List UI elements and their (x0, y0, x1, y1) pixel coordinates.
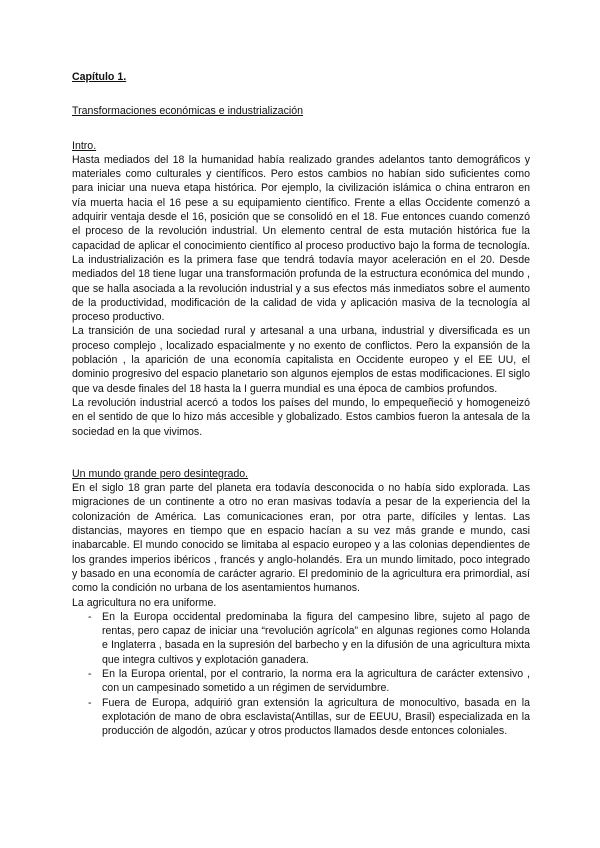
section-subtitle: Transformaciones económicas e industrialización (72, 105, 304, 118)
section-spacer (72, 439, 530, 467)
bullet-dash: - (88, 610, 92, 623)
bullet-dash: - (88, 696, 92, 709)
agriculture-list (72, 610, 530, 739)
bullet-dash: - (88, 667, 92, 680)
list-item-text: En la Europa oriental, por el contrario, la norma era la agricultura de carácter extensivo , con un campesinado sometido a un régimen de servidumbre. (102, 667, 530, 695)
intro-paragraph-2: La transición de una sociedad rural y artesanal a una urbana, industrial y diversificada es un proceso complejo , localizado espacialmente y no exento de conflictos. Pero la expansión de la población , la aparición de una economía capitalista en Occidente europeo y el EE UU, el dominio progresivo del espacio planetario son algunos ejemplos de estas modificaciones. El siglo que va desde finales del 18 hasta la I guerra mundial es una época de cambios profundos. (72, 325, 530, 395)
list-item (72, 667, 530, 696)
list-item-text: En la Europa occidental predominaba la figura del campesino libre, sujeto al pago de rentas, pero capaz de iniciar una “revolución agrícola” en algunas regiones como Holanda e Inglaterra , basada en la supresión del barbecho y en la difusión de una agricultura mixta que integra cultivos y explotación ganadera. (102, 610, 530, 666)
document-page (72, 70, 530, 738)
list-item (72, 696, 530, 739)
chapter-title: Capítulo 1. (72, 71, 127, 83)
list-item-text: Fuera de Europa, adquirió gran extensión la agricultura de monocultivo, basada en la explotación de mano de obra esclavista(Antillas, sur de EEUU, Brasil) especializada en la producción de algodón, azúcar y otros productos llamados desde entonces coloniales. (102, 696, 530, 738)
world-heading: Un mundo grande pero desintegrado. (72, 467, 249, 480)
intro-paragraph-1: Hasta mediados del 18 la humanidad había realizado grandes adelantos tanto demográficos y materiales como culturales y científicos. Pero estos cambios no habían sido suficientes como para iniciar una nueva etapa histórica. Por ejemplo, la civilización islámica o china entraron en vía muerta hacia el 16 pese a su equipamiento científico. Frente a ellas Occidente comenzó a adquirir ventaja desde el 16, posición que se consolidó en el 18. Fue entonces cuando comenzó el proceso de la revolución industrial. Un elemento central de esta mutación histórica fue la capacidad de aplicar el conocimiento científico al proceso productivo bajo la forma de tecnología. La industrialización es la primera fase que tendrá todavía mayor aceleración en el 20. Desde mediados del 18 tiene lugar una transformación profunda de la estructura económica del mundo , que se halla asociada a la revolución industrial y a sus efectos más inmediatos sobre el aumento de la productividad, modificación de la calidad de vida y aplicación masiva de la tecnología al proceso productivo. (72, 153, 530, 324)
world-paragraph-1: En el siglo 18 gran parte del planeta era todavía desconocida o no había sido explorada. Las migraciones de un continente a otro no eran masivas todavía a pesar de la experiencia del la colonización de América. Las comunicaciones eran, por otra parte, difíciles y lentas. Las distancias, mayores en tiempo que en espacio hacían a su vez más grande e mundo, casi inabarcable. El mundo conocido se limitaba al espacio europeo y a las colonias dependientes de los grandes imperios ibéricos , francés y anglo-holandés. Era un mundo limitado, poco integrado y basado en una economía de carácter agrario. El predominio de la agricultura era primordial, así como la condición no urbana de los asentamientos humanos. (72, 482, 530, 595)
intro-heading: Intro. (72, 139, 97, 152)
list-item (72, 610, 530, 667)
intro-paragraph-3: La revolución industrial acercó a todos los países del mundo, lo empequeñeció y homogeneizó en el sentido de que lo hizo más accesible y globalizado. Estos cambios fueron la antesala de la sociedad en la que vivimos. (72, 396, 530, 438)
world-paragraph-2: La agricultura no era uniforme. (72, 596, 217, 609)
